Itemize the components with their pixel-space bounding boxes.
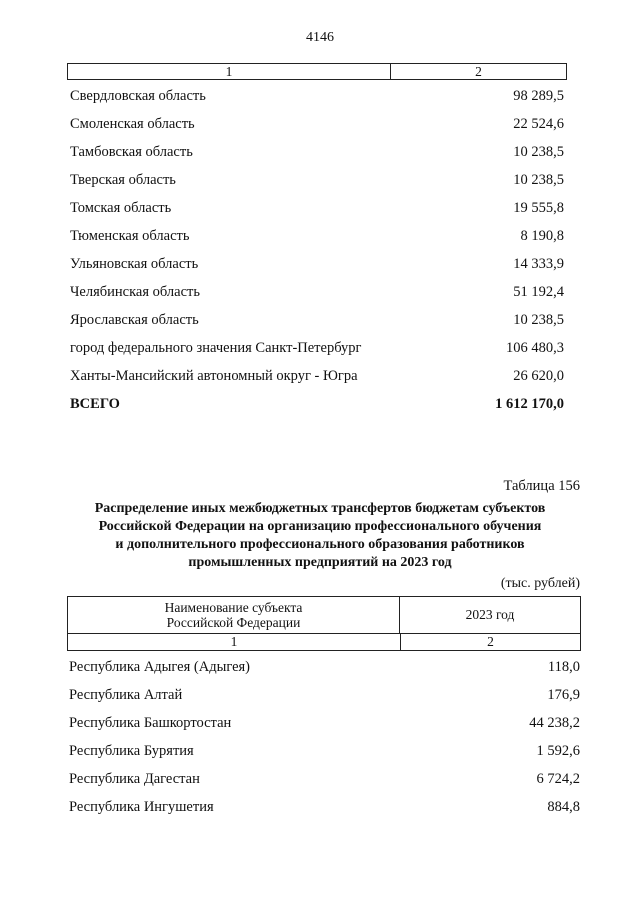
region-value: 118,0 xyxy=(547,659,580,675)
table-row xyxy=(70,169,564,197)
table-row xyxy=(70,365,564,393)
page-number: 4146 xyxy=(306,30,334,45)
table-title xyxy=(60,500,580,572)
region-value: 1 592,6 xyxy=(536,743,580,759)
region-name: Томская область xyxy=(70,200,172,216)
region-value: 44 238,2 xyxy=(529,715,580,731)
table1-header xyxy=(67,63,567,80)
table-number: Таблица 156 xyxy=(503,478,580,494)
total-label: ВСЕГО xyxy=(70,396,120,412)
region-name: Республика Алтай xyxy=(69,687,183,703)
region-value: 106 480,3 xyxy=(506,340,564,356)
column-number-1: 1 xyxy=(68,634,401,650)
table1-body xyxy=(70,85,564,421)
title-line: промышленных предприятий на 2023 год xyxy=(188,555,452,570)
region-name: Челябинская область xyxy=(70,284,200,300)
table-row xyxy=(69,656,580,684)
table-row xyxy=(70,253,564,281)
region-value: 8 190,8 xyxy=(520,228,564,244)
region-name: город федерального значения Санкт-Петербург xyxy=(70,340,362,356)
title-line: Российской Федерации на организацию профессионального обучения xyxy=(98,519,542,534)
table1-col2-number: 2 xyxy=(475,64,482,79)
table-row xyxy=(70,85,564,113)
table-row xyxy=(70,197,564,225)
region-name: Республика Дагестан xyxy=(69,771,200,787)
table-row xyxy=(70,309,564,337)
region-name: Республика Адыгея (Адыгея) xyxy=(69,659,251,675)
region-name: Тамбовская область xyxy=(70,144,193,160)
total-row xyxy=(70,393,564,421)
column-number-2: 2 xyxy=(487,634,494,649)
region-name: Свердловская область xyxy=(70,88,206,104)
title-line: и дополнительного профессионального образования работников xyxy=(115,537,525,552)
column-header-year: 2023 год xyxy=(465,607,515,622)
table-row xyxy=(69,796,580,824)
title-line: Распределение иных межбюджетных трансфертов бюджетам субъектов xyxy=(94,501,546,516)
table-row xyxy=(70,281,564,309)
region-name: Республика Башкортостан xyxy=(69,715,232,731)
region-value: 10 238,5 xyxy=(513,312,564,328)
total-value: 1 612 170,0 xyxy=(495,396,564,412)
table-row xyxy=(70,337,564,365)
region-value: 14 333,9 xyxy=(513,256,564,272)
region-name: Республика Бурятия xyxy=(69,743,194,759)
region-value: 6 724,2 xyxy=(536,771,580,787)
region-value: 26 620,0 xyxy=(513,368,564,384)
region-value: 10 238,5 xyxy=(513,172,564,188)
region-value: 884,8 xyxy=(547,799,580,815)
region-value: 22 524,6 xyxy=(513,116,564,132)
column-header-subject xyxy=(68,597,400,633)
table-row xyxy=(69,740,580,768)
table2-body xyxy=(69,656,580,824)
region-name: Ярославская область xyxy=(70,312,199,328)
table-row xyxy=(69,684,580,712)
table-row xyxy=(70,141,564,169)
table1-col1-number: 1 xyxy=(68,64,391,79)
region-name: Ханты-Мансийский автономный округ - Югра xyxy=(70,368,358,384)
table-row xyxy=(70,225,564,253)
region-value: 98 289,5 xyxy=(513,88,564,104)
region-name: Тюменская область xyxy=(70,228,190,244)
region-value: 51 192,4 xyxy=(513,284,564,300)
table2-header xyxy=(67,596,581,651)
region-name: Ульяновская область xyxy=(70,256,199,272)
region-value: 19 555,8 xyxy=(513,200,564,216)
region-name: Республика Ингушетия xyxy=(69,799,214,815)
region-value: 176,9 xyxy=(547,687,580,703)
region-name: Смоленская область xyxy=(70,116,195,132)
table-row xyxy=(69,712,580,740)
region-value: 10 238,5 xyxy=(513,144,564,160)
table-row xyxy=(69,768,580,796)
table-row xyxy=(70,113,564,141)
units-label: (тыс. рублей) xyxy=(500,576,580,591)
column-header-line: Российской Федерации xyxy=(166,615,301,630)
region-name: Тверская область xyxy=(70,172,176,188)
column-header-line: Наименование субъекта xyxy=(164,600,303,615)
